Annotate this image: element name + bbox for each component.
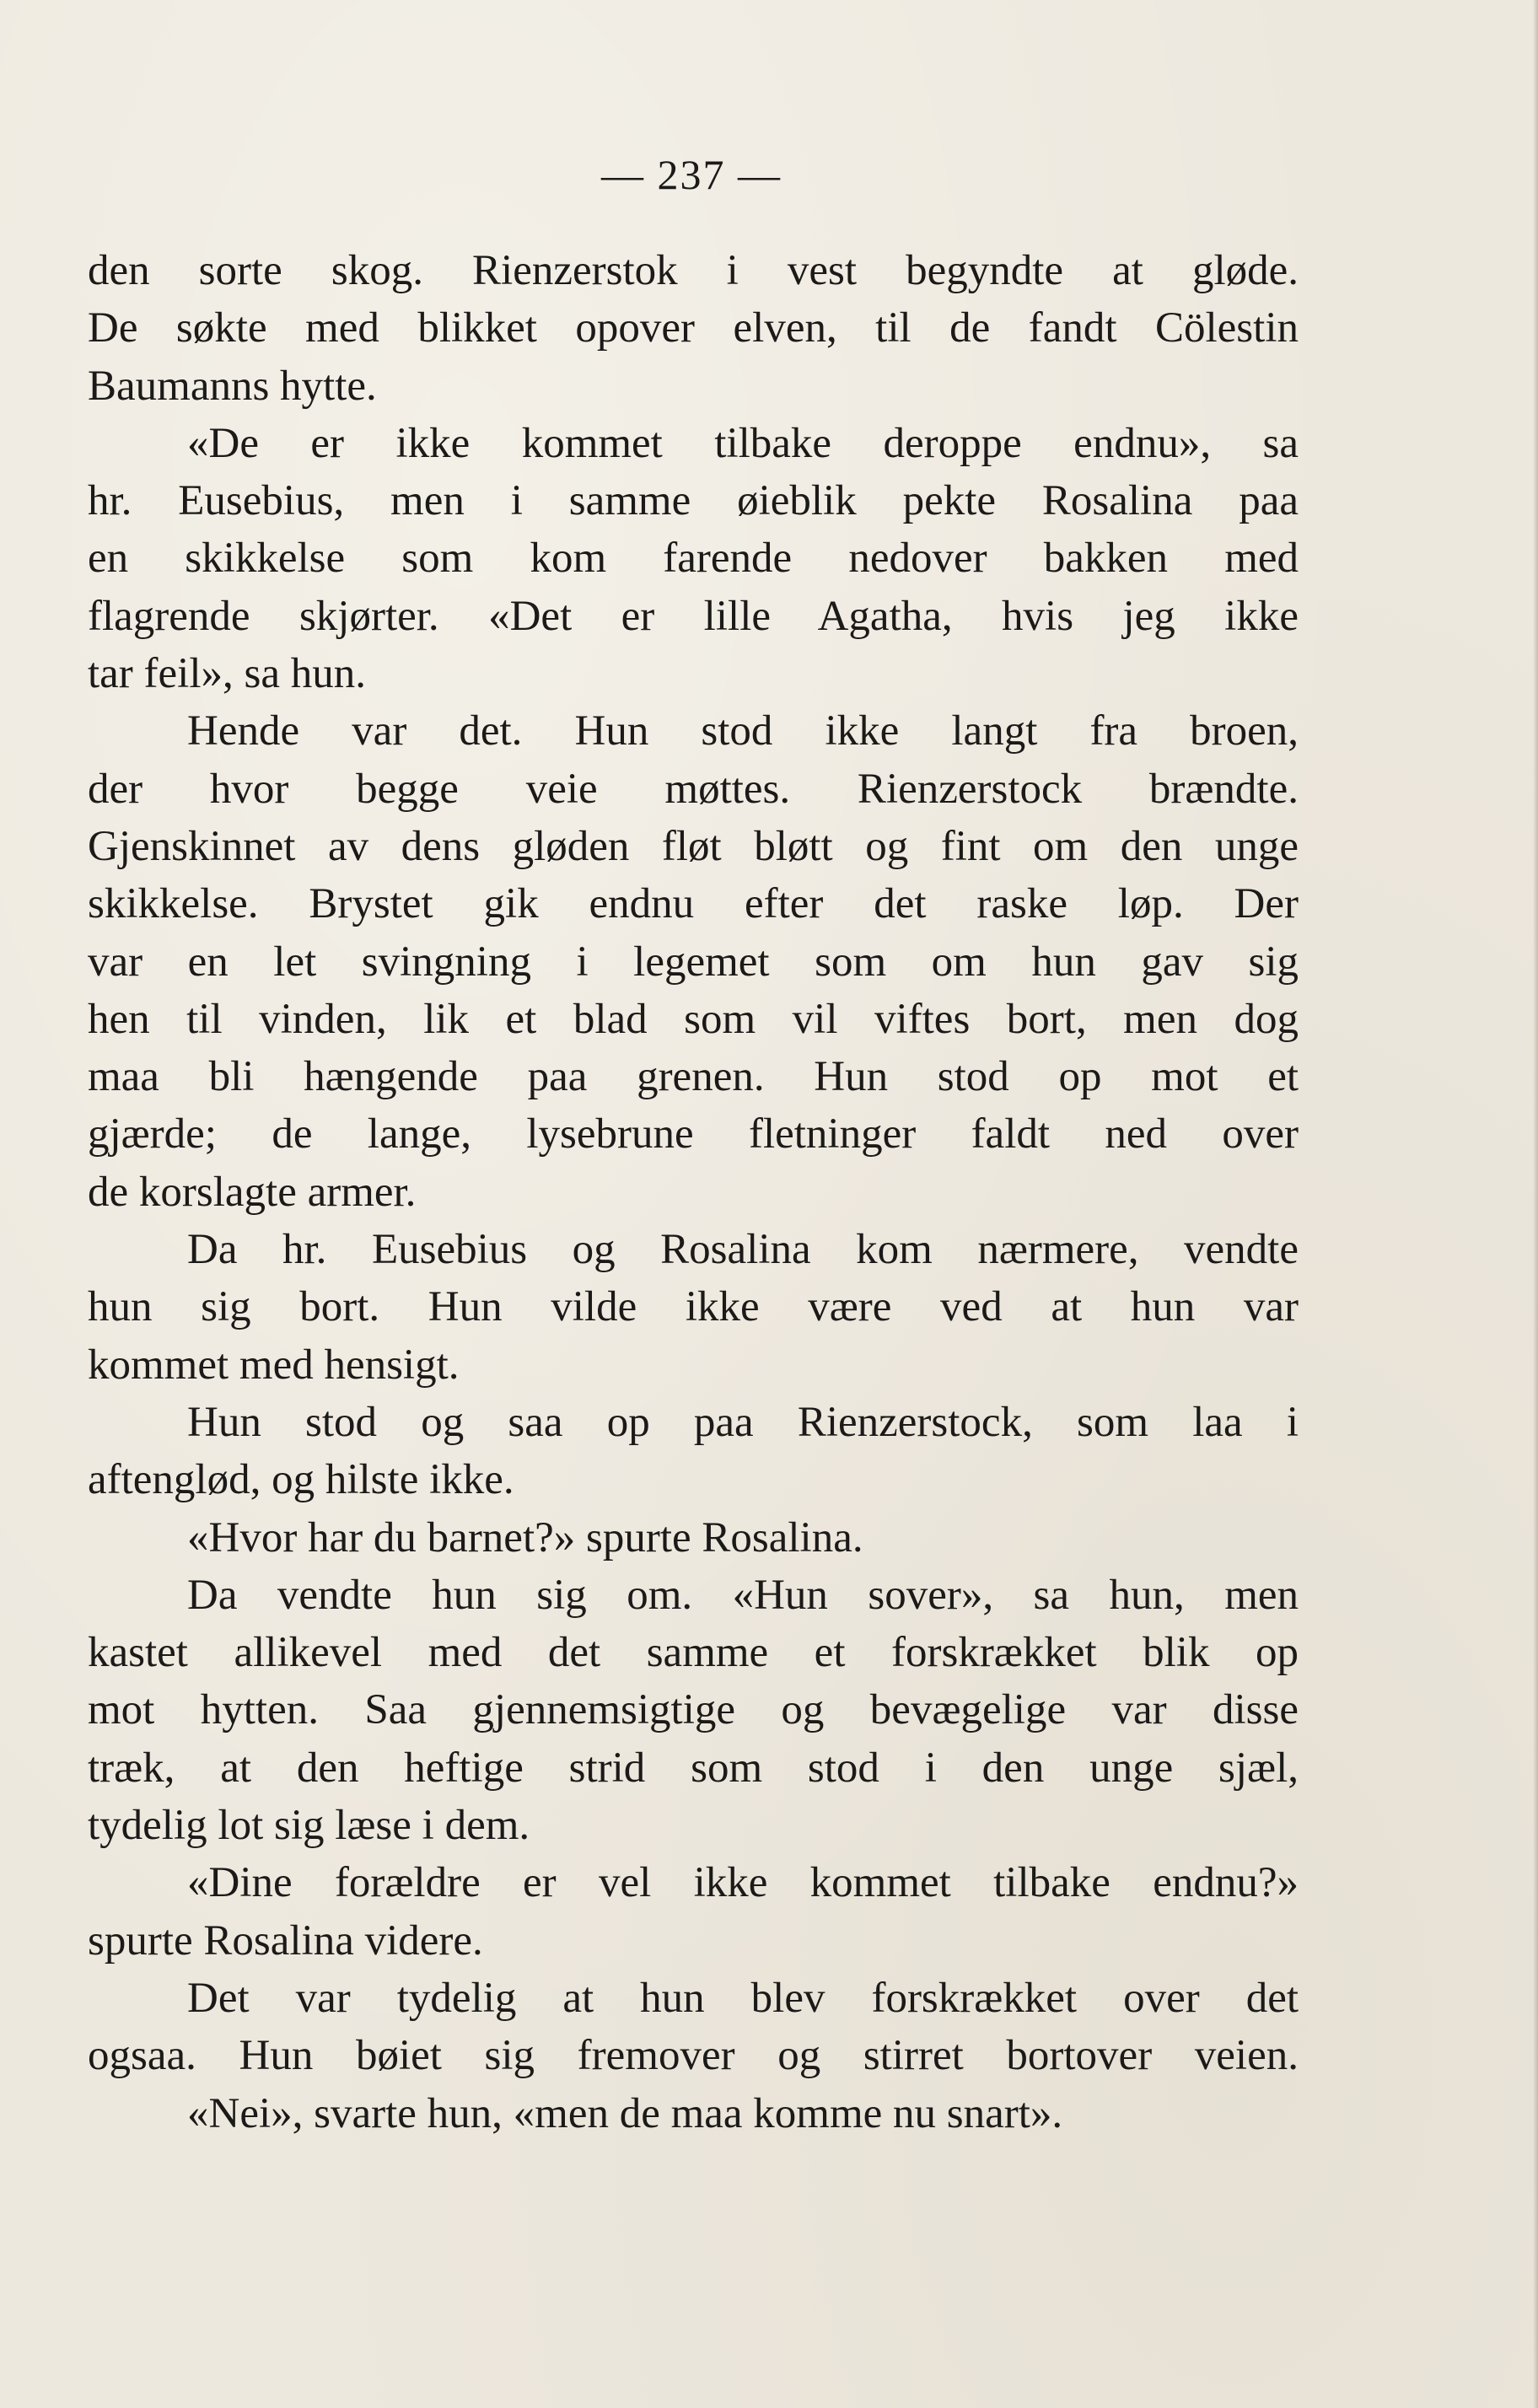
text-line: «Nei», svarte hun, «men de maa komme nu snart». [187,2089,1063,2137]
text-line: Da vendte hun sig om. «Hun sover», sa hun, men [187,1571,1299,1619]
text-line: Hun stod og saa op paa Rienzerstock, som laa i [187,1398,1299,1446]
text-line: var en let svingning i legemet som om hun gav sig [88,938,1299,986]
text-line: «Hvor har du barnet?» spurte Rosalina. [187,1513,863,1561]
page-number: — 237 — [601,151,782,198]
text-line: hun sig bort. Hun vilde ikke være ved at hun var [88,1283,1299,1331]
text-line: den sorte skog. Rienzerstok i vest begyndte at gløde. [88,247,1299,294]
text-line: træk, at den heftige strid som stod i den unge sjæl, [88,1744,1299,1792]
text-line: ogsaa. Hun bøiet sig fremover og stirret bortover veien. [88,2032,1299,2080]
text-line: flagrende skjørter. «Det er lille Agatha, hvis jeg ikke [88,592,1299,640]
paragraph [88,2085,1299,2142]
text-line: hen til vinden, lik et blad som vil viftes bort, men dog [88,995,1299,1043]
paragraph [88,1221,1299,1394]
text-line: «Dine forældre er vel ikke kommet tilbake endnu?» [187,1859,1299,1907]
text-line: gjærde; de lange, lysebrune fletninger faldt ned over [88,1110,1299,1158]
text-line: Da hr. Eusebius og Rosalina kom nærmere, vendte [187,1226,1299,1274]
text-line: aftenglød, og hilste ikke. [88,1456,514,1504]
paragraph [88,1394,1299,1509]
text-line: Hende var det. Hun stod ikke langt fra broen, [187,707,1299,755]
text-line: tydelig lot sig læse i dem. [88,1802,530,1850]
page-edge [1533,0,1538,2408]
text-line: «De er ikke kommet tilbake deroppe endnu», sa [187,419,1299,467]
paragraph [88,702,1299,1221]
text-line: skikkelse. Brystet gik endnu efter det raske løp. Der [88,880,1299,928]
paragraph [88,1509,1299,1567]
paragraph [88,1854,1299,1970]
text-line: Det var tydelig at hun blev forskrækket over det [187,1974,1299,2022]
text-line: tar feil», sa hun. [88,650,366,698]
paragraph [88,1567,1299,1854]
text-line: Baumanns hytte. [88,362,377,410]
text-line: mot hytten. Saa gjennemsigtige og bevægelige var disse [88,1686,1299,1734]
text-line: maa bli hængende paa grenen. Hun stod op mot et [88,1053,1299,1101]
paragraph [88,1970,1299,2085]
text-line: de korslagte armer. [88,1168,417,1216]
text-line: kommet med hensigt. [88,1341,460,1389]
text-line: hr. Eusebius, men i samme øieblik pekte Rosalina paa [88,477,1299,525]
paragraph [88,242,1299,415]
body-text [88,242,1299,2142]
text-line: spurte Rosalina videre. [88,1916,483,1965]
text-line: en skikkelse som kom farende nedover bakken med [88,535,1299,583]
text-line: kastet allikevel med det samme et forskrækket blik op [88,1629,1299,1677]
text-line: Gjenskinnet av dens gløden fløt bløtt og fint om den unge [88,822,1299,870]
text-line: De søkte med blikket opover elven, til de fandt Cölestin [88,304,1299,352]
paragraph [88,415,1299,702]
text-line: der hvor begge veie møttes. Rienzerstock brændte. [88,765,1299,813]
